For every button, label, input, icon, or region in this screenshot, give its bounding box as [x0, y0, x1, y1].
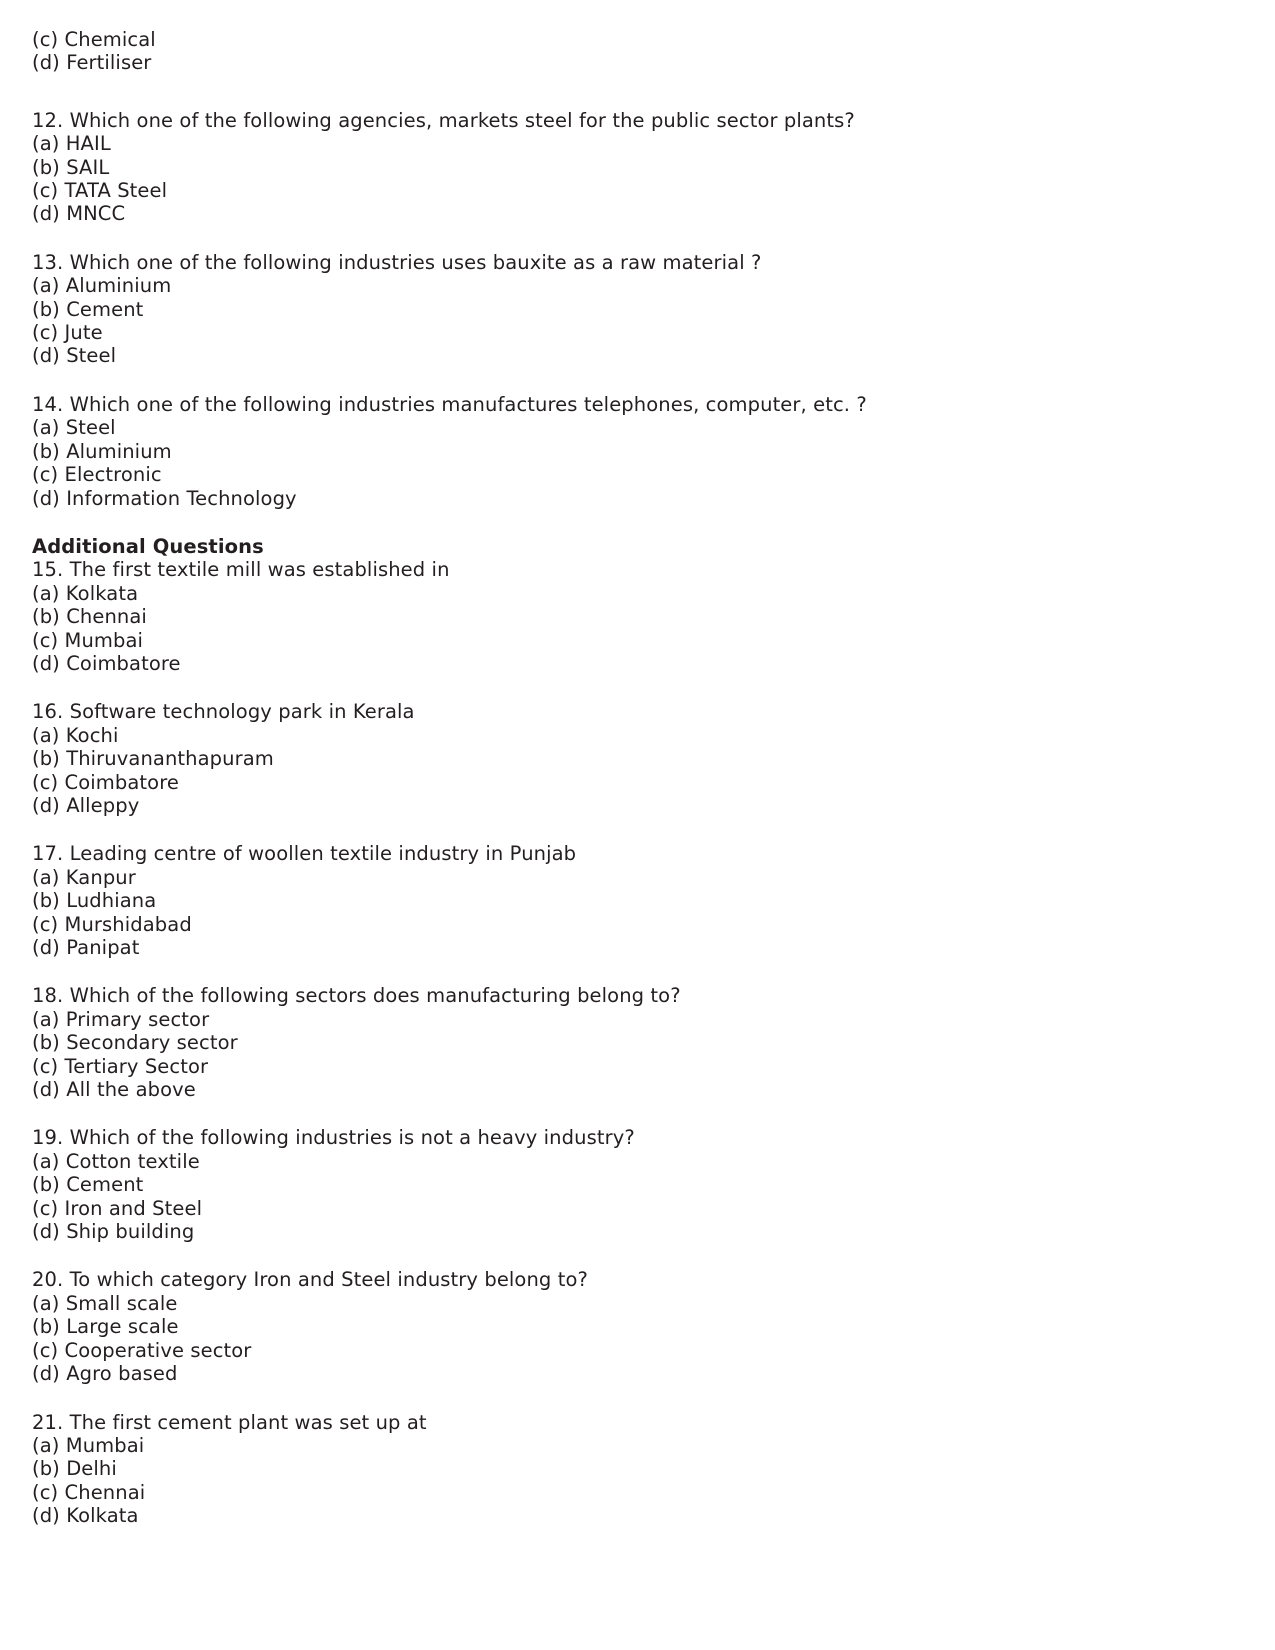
option-line: (c) Chennai	[32, 1480, 146, 1504]
option-line: (c) Coimbatore	[32, 770, 179, 794]
question-block-13	[32, 251, 1229, 368]
option-line: (d) Panipat	[32, 936, 140, 959]
question-stem: 19. Which of the following industries is not a heavy industry?	[32, 1126, 635, 1150]
question-stem: 17. Leading centre of woollen textile industry in Punjab	[32, 842, 577, 866]
option-line: (d) Alleppy	[32, 793, 140, 817]
question-stem: 21. The first cement plant was set up at	[32, 1410, 427, 1434]
option-line: (d) Coimbatore	[32, 651, 181, 675]
option-line: (d) Steel	[32, 344, 117, 368]
option-line: (c) TATA Steel	[32, 179, 168, 203]
option-line: (d) MNCC	[32, 202, 126, 226]
option-line: (d) Kolkata	[32, 1504, 139, 1528]
option-line: (a) Mumbai	[32, 1433, 145, 1457]
option-line: (d) Information Technology	[32, 486, 297, 510]
option-line: (a) Kolkata	[32, 581, 139, 605]
question-stem: 13. Which one of the following industries uses bauxite as a raw material ?	[32, 250, 762, 274]
option-line: (b) Cement	[32, 297, 144, 321]
option-line: (a) Kanpur	[32, 865, 136, 889]
option-line: (a) Primary sector	[32, 1007, 210, 1031]
question-stem: 20. To which category Iron and Steel industry belong to?	[32, 1268, 588, 1292]
option-line: (a) Steel	[32, 416, 116, 440]
option-line: (c) Murshidabad	[32, 912, 192, 936]
question-block-19	[32, 1126, 1229, 1243]
option-line: (d) Fertiliser	[32, 51, 152, 75]
option-line: (b) SAIL	[32, 155, 110, 179]
option-line: (c) Iron and Steel	[32, 1196, 203, 1220]
option-line: (b) Aluminium	[32, 439, 172, 463]
option-line: (b) Ludhiana	[32, 889, 157, 913]
option-line: (c) Chemical	[32, 28, 156, 51]
question-block-20	[32, 1268, 1229, 1385]
option-line: (c) Tertiary Sector	[32, 1054, 209, 1078]
option-line: (a) Cotton textile	[32, 1149, 200, 1173]
leading-options-block	[32, 28, 1229, 75]
question-block-12	[32, 109, 1229, 226]
option-line: (a) HAIL	[32, 132, 111, 156]
option-line: (c) Jute	[32, 321, 103, 345]
question-block-21	[32, 1411, 1229, 1528]
option-line: (d) Agro based	[32, 1362, 178, 1386]
question-stem: 14. Which one of the following industries manufactures telephones, computer, etc. ?	[32, 392, 867, 416]
option-line: (a) Kochi	[32, 723, 119, 747]
option-line: (b) Cement	[32, 1173, 144, 1197]
question-block-17	[32, 842, 1229, 959]
option-line: (b) Chennai	[32, 605, 147, 629]
option-line: (b) Delhi	[32, 1457, 117, 1481]
option-line: (d) All the above	[32, 1078, 196, 1102]
option-line: (c) Cooperative sector	[32, 1338, 252, 1362]
question-stem: 12. Which one of the following agencies, markets steel for the public sector plants?	[32, 108, 855, 132]
option-line: (c) Mumbai	[32, 628, 144, 652]
option-line: (c) Electronic	[32, 463, 162, 487]
option-line: (a) Aluminium	[32, 274, 172, 298]
document-body	[32, 28, 1229, 1528]
question-block-18	[32, 984, 1229, 1101]
section-heading: Additional Questions	[32, 534, 264, 558]
question-stem: 15. The first textile mill was established in	[32, 558, 450, 582]
question-block-16	[32, 700, 1229, 817]
question-block-15	[32, 535, 1229, 675]
option-line: (d) Ship building	[32, 1220, 195, 1244]
option-line: (b) Secondary sector	[32, 1031, 238, 1055]
question-stem: 18. Which of the following sectors does manufacturing belong to?	[32, 984, 681, 1008]
option-line: (b) Thiruvananthapuram	[32, 747, 274, 771]
option-line: (b) Large scale	[32, 1315, 179, 1339]
question-block-14	[32, 393, 1229, 510]
option-line: (a) Small scale	[32, 1291, 178, 1315]
question-stem: 16. Software technology park in Kerala	[32, 700, 415, 724]
